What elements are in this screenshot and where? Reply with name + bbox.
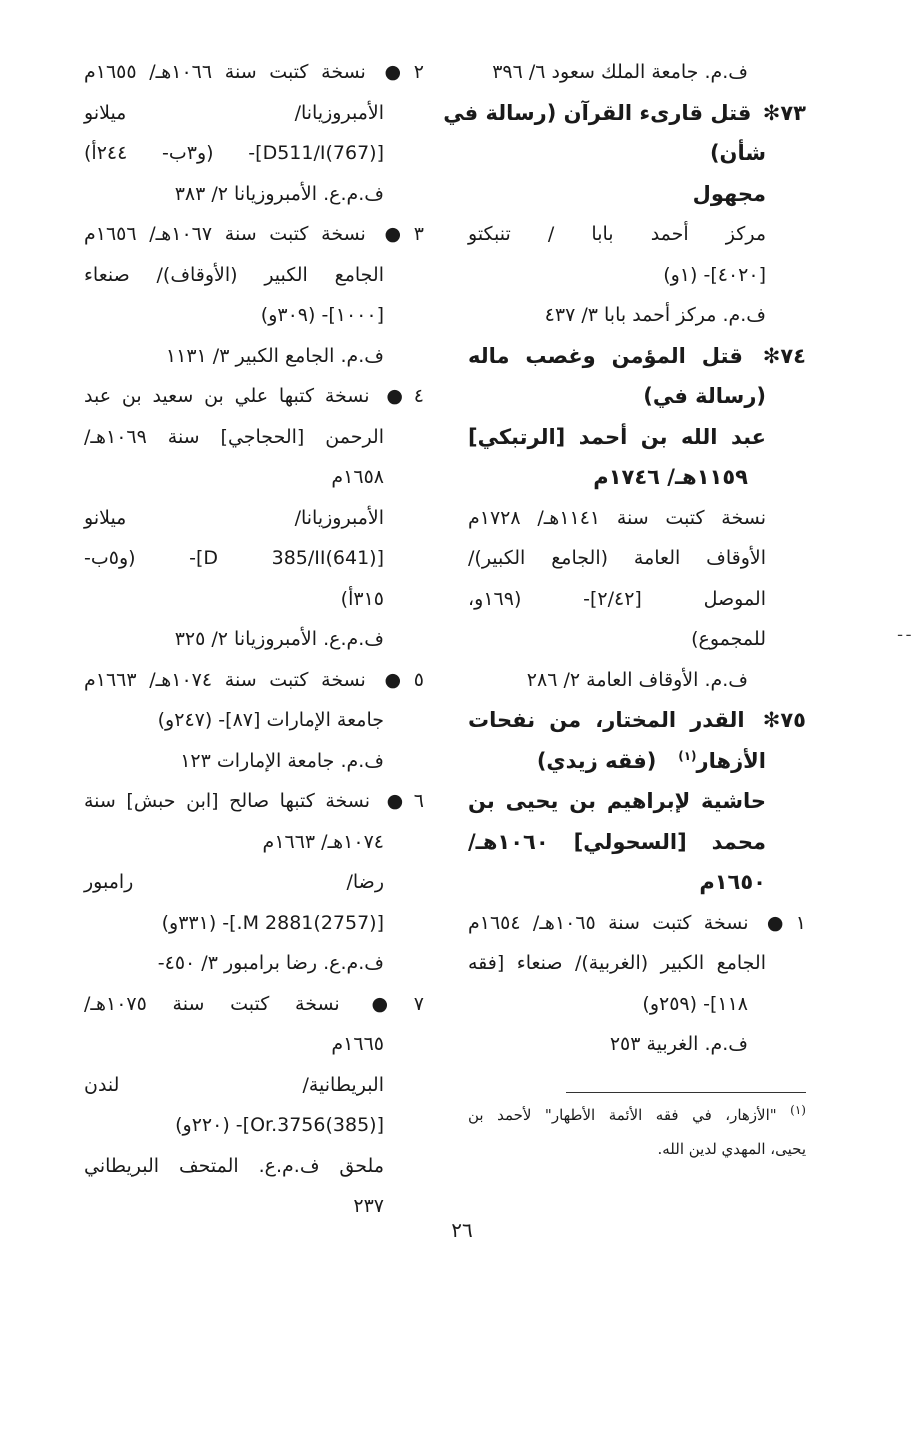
copy-number: ٣ — [413, 223, 425, 245]
right-column — [443, 52, 806, 1065]
catalog-line: ف.م.ع. رضا برامبور ٣/ ٤٥٠- — [157, 952, 384, 974]
entry-title-part: الأزهار — [696, 748, 766, 773]
entry-74-author: عبد الله بن أحمد [الرتبكي] — [468, 424, 766, 449]
library-line: رضا/ رامبور — [84, 871, 384, 893]
copy-text: نسخة كتبها علي بن سعيد بن عبد — [84, 385, 370, 407]
copy-date: ١٦٦٥م — [331, 1033, 384, 1055]
copy-line: نسخة كتبت سنة ١١٤١هـ/ ١٧٢٨م — [468, 506, 766, 529]
shelfmark-line-cont: للمجموع) — [691, 628, 766, 650]
bullet-icon: ● — [384, 668, 402, 691]
shelfmark-line: [١٠٠٠]- (٣٠٩و) — [260, 304, 384, 326]
copy-number: ٦ — [413, 790, 424, 812]
copy-number: ١ — [795, 911, 806, 934]
entry-74-title-cont: (رسالة في) — [643, 384, 766, 408]
library-line: الأمبروزيانا/ ميلانو — [84, 506, 384, 529]
star-icon: ✻ — [762, 708, 781, 732]
copy-2-line — [84, 52, 424, 93]
catalog-line: ف.م. جامعة الإمارات ١٢٣ — [180, 749, 384, 772]
library-line: جامعة الإمارات [٨٧]- (٢٤٧و) — [157, 709, 384, 731]
entry-73-title-cont: شأن) — [709, 141, 766, 165]
shelfmark-line: ١١٨]- (٢٥٩و) — [642, 992, 748, 1015]
entry-75-author-cont: محمد [السحولي] ١٠٦٠هـ/ — [468, 829, 766, 854]
entry-75-title-cont — [468, 741, 806, 782]
copy-3-line — [84, 214, 424, 255]
copy-text: نسخة كتبت سنة ١٠٧٥هـ/ — [84, 992, 340, 1015]
copy-text: نسخة كتبت سنة ١٠٧٤هـ/ ١٦٦٣م — [84, 668, 366, 691]
footnote-marker: (١) — [678, 748, 697, 763]
bullet-icon: ● — [386, 790, 404, 812]
bullet-icon: ● — [371, 992, 389, 1015]
copy-text-cont: الرحمن [الحجاجي] سنة ١٠٦٩هـ/ — [84, 425, 384, 448]
copy-date: ١٦٥٨م — [331, 466, 384, 488]
catalog-line: ف.م.ع. الأمبروزيانا ٢/ ٣٨٣ — [174, 182, 384, 205]
shelfmark-line: [(2757)2881 M.]- (٣٣١و) — [161, 911, 384, 934]
footnote-marker: (١) — [790, 1103, 806, 1117]
catalog-line: ملحق ف.م.ع. المتحف البريطاني — [84, 1154, 384, 1177]
shelfmark-line: الموصل [٢/٤٢]- (١٦٩و، — [468, 587, 766, 610]
library-line: الجامع الكبير (الأوقاف)/ صنعاء — [84, 263, 384, 286]
star-icon: ✻ — [762, 100, 781, 125]
copy-5-line — [84, 660, 424, 701]
copy-1-line — [468, 903, 806, 944]
shelfmark-line: [٤٠٢٠]- (١و) — [663, 263, 766, 286]
entry-subject: (فقه زيدي) — [536, 748, 657, 773]
footnote-line: يحيى، المهدي لدين الله. — [657, 1140, 806, 1158]
entry-75-title — [468, 700, 806, 741]
copy-text: نسخة كتبت سنة ١٠٦٦هـ/ ١٦٥٥م — [84, 61, 366, 83]
entry-title: القدر المختار، من نفحات — [468, 708, 745, 732]
entry-73-author: مجهول — [692, 181, 766, 206]
entry-number: ٧٤ — [780, 343, 806, 368]
shelfmark-line-cont: ٣١٥أ) — [340, 587, 384, 610]
entry-73-title — [443, 93, 806, 134]
copy-6-line — [84, 781, 424, 822]
left-column — [84, 52, 424, 1227]
entry-title: قتل قارىء القرآن (رسالة في — [443, 100, 752, 125]
copy-text: نسخة كتبت سنة ١٠٦٧هـ/ ١٦٥٦م — [84, 223, 366, 245]
copy-number: ٤ — [413, 385, 424, 407]
catalog-line-cont: ٢٣٧ — [353, 1195, 384, 1217]
margin-mark: ـ ـ — [898, 624, 911, 640]
footnote-line — [468, 1098, 806, 1132]
star-icon: ✻ — [762, 343, 781, 368]
page-number: ٢٦ — [451, 1218, 473, 1242]
copy-date: ١٠٧٤هـ/ ١٦٦٣م — [262, 830, 384, 853]
catalog-line: ف.م. مركز أحمد بابا ٣/ ٤٣٧ — [544, 304, 766, 326]
entry-75-author-dates: ١٦٥٠م — [699, 870, 766, 894]
copy-7-line — [84, 984, 424, 1025]
entry-number: ٧٣ — [780, 100, 806, 125]
catalog-line: ف.م.ع. الأمبروزيانا ٢/ ٣٢٥ — [174, 628, 384, 650]
bullet-icon: ● — [386, 385, 403, 407]
library-line: الأمبروزيانا/ ميلانو — [84, 101, 384, 124]
entry-74-author-dates: ١١٥٩هـ/ ١٧٤٦م — [593, 465, 748, 489]
library-line: البريطانية/ لندن — [84, 1073, 384, 1096]
copy-number: ٢ — [413, 61, 425, 83]
copy-number: ٧ — [413, 992, 424, 1015]
entry-title: قتل المؤمن وغصب ماله — [468, 343, 743, 368]
bullet-icon: ● — [384, 61, 402, 83]
shelfmark-line: [(385)Or.3756]- (٢٢٠و) — [175, 1114, 384, 1136]
shelfmark-line: [(641)D 385/II]- (و٥ب- — [84, 547, 384, 569]
bullet-icon: ● — [384, 223, 402, 245]
copy-text: نسخة كتبها صالح [ابن حبش] سنة — [84, 790, 371, 812]
catalog-line: ف.م. جامعة الملك سعود ٦/ ٣٩٦ — [492, 61, 748, 83]
copy-number: ٥ — [413, 668, 425, 691]
copy-text: نسخة كتبت سنة ١٠٦٥هـ/ ١٦٥٤م — [468, 911, 749, 934]
entry-number: ٧٥ — [780, 708, 806, 732]
library-line: الأوقاف العامة (الجامع الكبير)/ — [468, 547, 766, 569]
library-line: الجامع الكبير (الغربية)/ صنعاء [فقه — [468, 952, 766, 974]
catalog-line: ف.م. الأوقاف العامة ٢/ ٢٨٦ — [526, 668, 748, 691]
entry-74-title — [468, 336, 806, 377]
footnote-divider — [566, 1092, 806, 1093]
footnote-text: "الأزهار، في فقه الأئمة الأطهار" لأحمد بن — [468, 1106, 777, 1124]
footnote — [468, 1098, 806, 1166]
shelfmark-line: [(767)D511/I]- (و٣ب- ٢٤٤أ) — [84, 142, 384, 164]
catalog-line: ف.م. الغربية ٢٥٣ — [609, 1033, 748, 1055]
bullet-icon: ● — [766, 911, 784, 934]
library-line: مركز أحمد بابا / تنبكتو — [468, 223, 766, 245]
catalog-line: ف.م. الجامع الكبير ٣/ ١١٣١ — [165, 344, 384, 367]
entry-75-author: حاشية لإبراهيم بن يحيى بن — [468, 789, 766, 813]
copy-4-line — [84, 376, 424, 417]
